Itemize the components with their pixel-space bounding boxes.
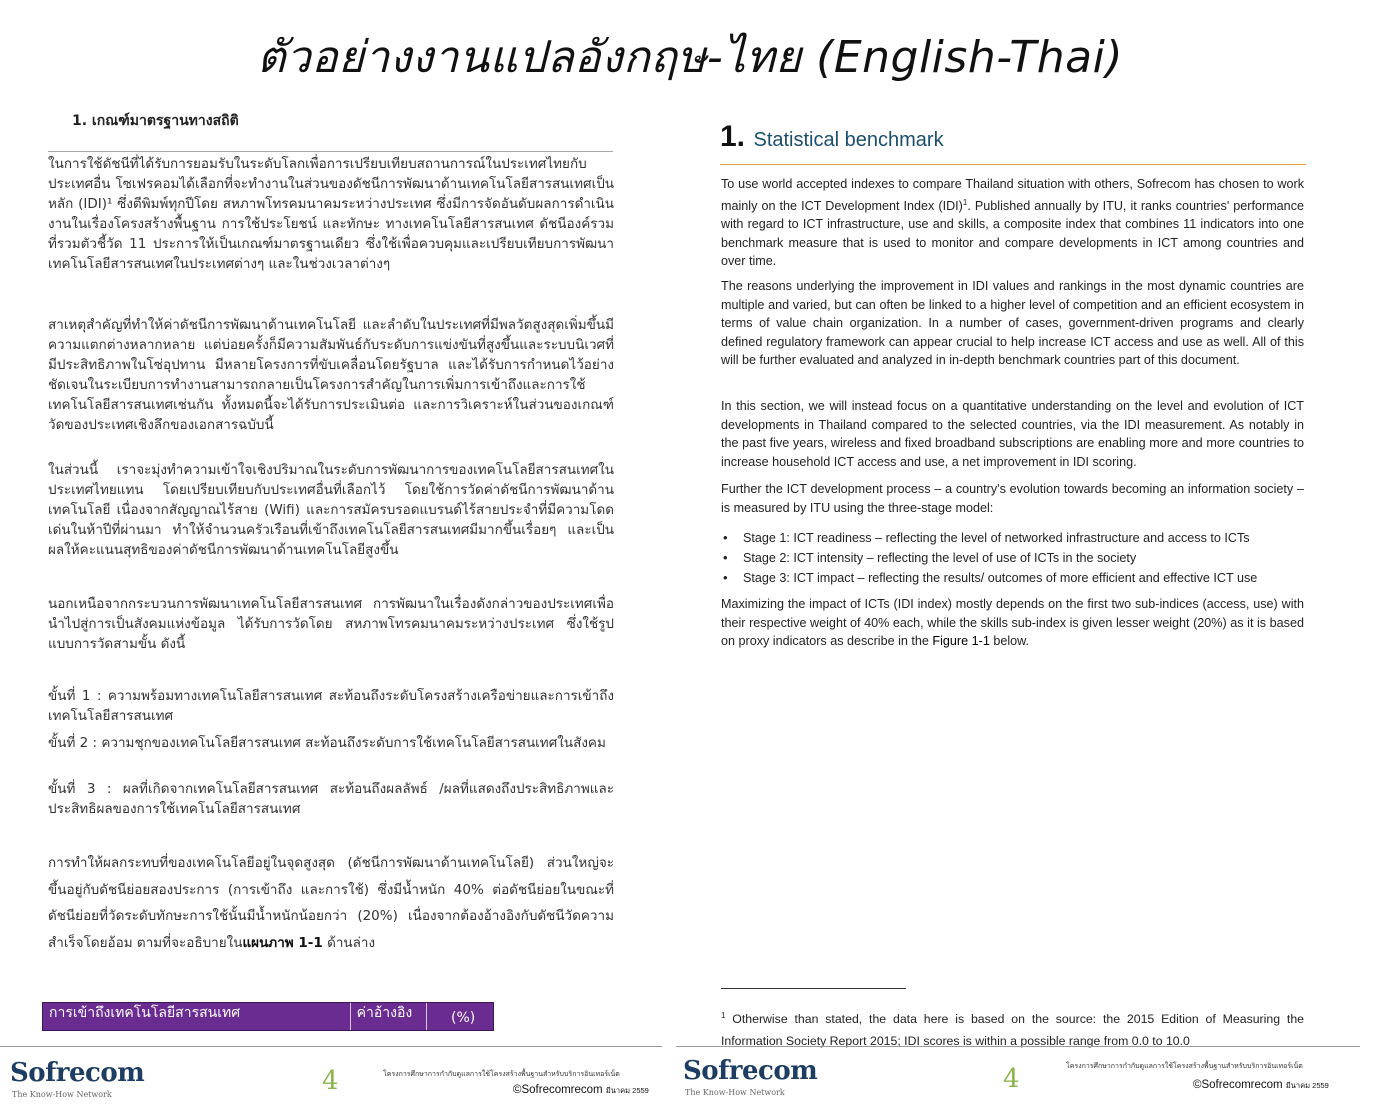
english-section-heading [720, 120, 944, 154]
english-paragraph-5 [721, 595, 1304, 651]
list-item: • Stage 2: ICT intensity – reflecting the level of use of ICTs in the society [721, 548, 1304, 568]
list-item: • Stage 1: ICT readiness – reflecting the level of networked infrastructure and access to ICTs [721, 528, 1304, 548]
footnote-text: Otherwise than stated, the data here is based on the source: the 2015 Edition of Measuring the Information Society Report 2015; IDI scores is within a possible range from 0.0 to 10.0 [721, 1012, 1304, 1049]
english-paragraph-4: Further the ICT development process – a country's evolution towards becoming an information society – is measured by ITU using the three-stage model: [721, 482, 1304, 515]
page-number: 4 [322, 1066, 339, 1096]
heading-number: 1. [720, 120, 746, 153]
copyright-text: ©Sofrecomrecom [1193, 1079, 1283, 1091]
english-paragraph-5-text: Maximizing the impact of ICTs (IDI index) mostly depends on the first two sub-indices (access, use) with their respective weight of 40% each, while the skills sub-index is given lesser weight (20%) as it is based on proxy indicators as describe in the [721, 597, 1304, 648]
list-item: • Stage 3: ICT impact – reflecting the results/ outcomes of more efficient and effective ICT use [721, 568, 1304, 588]
table-col-ict-access: การเข้าถึงเทคโนโลยีสารสนเทศ [43, 1003, 351, 1030]
footer-rule-right [676, 1046, 1360, 1047]
footnote-rule [721, 988, 906, 989]
logo-tagline: The Know-How Network [12, 1090, 112, 1099]
thai-paragraph-3: ในส่วนนี้ เราจะมุ่งทำความเข้าใจเชิงปริมาณในระดับการพัฒนาการของเทคโนโลยีสารสนเทศในประเทศไทยแทน โดยเปรียบเทียบกับประเทศอื่นที่เลือกไว้ โดยใช้การวัดค่าดัชนีการพัฒนาด้านเทคโนโลยี เนื่องจากสัญญาณไร้สาย (Wifi) และการสมัครบรอดแบรนด์ไร้สายประจำที่มีความโดดเด่นในห้าปีที่ผ่านมา ทำให้จำนวนครัวเรือนที่เข้าถึงเทคโนโลยีสารสนเทศมีมากขึ้นเรื่อยๆ และเป็นผลให้คะแนนสุทธิของค่าดัชนีการพัฒนาด้านเทคโนโลยีสูงขึ้น [48, 462, 614, 558]
english-heading-rule [720, 164, 1306, 165]
figure-link[interactable]: Figure 1-1 [932, 634, 990, 648]
english-paragraph-5-end: below. [989, 634, 1030, 648]
footer-date: มีนาคม 2559 [1285, 1081, 1329, 1090]
thai-section-heading: 1. เกณฑ์มาตรฐานทางสถิติ [72, 113, 239, 129]
table-col-percent: (%) [451, 1010, 476, 1026]
thai-table-header [42, 1002, 494, 1031]
thai-heading-rule [48, 151, 613, 152]
thai-paragraph-5-text: การทำให้ผลกระทบที่ของเทคโนโลยีอยู่ในจุดสูงสุด (ดัชนีการพัฒนาด้านเทคโนโลยี) ส่วนใหญ่จะขึ้นอยู่กับดัชนีย่อยสองประการ (การเข้าถึง และการใช้) ซึ่งมีน้ำหนัก 40% ต่อดัชนีย่อยในขณะที่ดัชนีย่อยที่วัดระดับทักษะการใช้นั้นมีน้ำหนักน้อยกว่า (20%) เนื่องจากต้องอ้างอิงกับดัชนีวัดความสำเร็จโดยอ้อม ตามที่จะอธิบายใน [48, 855, 614, 951]
thai-paragraph-2: สาเหตุสำคัญที่ทำให้ค่าดัชนีการพัฒนาด้านเทคโนโลยี และลำดับในประเทศที่มีพลวัตสูงสุดเพิ่มขึ้นมีความแตกต่างหลากหลาย แต่บ่อยครั้งก็มีความสัมพันธ์กับระดับการแข่งขันที่สูงขึ้นและระบบนิเวศที่มีประสิทธิภาพในโซ่อุปทาน มีหลายโครงการที่ขับเคลื่อนโดยรัฐบาล และได้รับการกำหนดไว้อย่างชัดเจนในระเบียบการทำงานสามารถกลายเป็นโครงการสำคัญในการเพิ่มการเข้าถึงและการใช้เทคโนโลยีสารสนเทศเช่นกัน ทั้งหมดนี้จะได้รับการประเมินต่อ และการวิเคราะห์ในส่วนของเกณฑ์วัดของประเทศเชิงลึกของเอกสารฉบับนี้ [48, 317, 614, 433]
page-number: 4 [1003, 1064, 1020, 1094]
english-paragraph-1b: . Published annually by ITU, it ranks countries' performance with regard to ICT infrastructure, use and skills, a composite index that combines 11 indicators into one benchmark measure that is used to monitor and compare developments in ICT among countries and over time. [721, 198, 1304, 269]
thai-paragraph-4: นอกเหนือจากกระบวนการพัฒนาเทคโนโลยีสารสนเทศ การพัฒนาในเรื่องดังกล่าวของประเทศเพื่อนำไปสู่การเป็นสังคมแห่งข้อมูล ได้รับการวัดโดย สหภาพโทรคมนาคมระหว่างประเทศ ซึ่งใช้รูปแบบการวัดสามขั้น ดังนี้ [48, 596, 614, 652]
project-title: โครงการศึกษาการกำกับดูแลการใช้โครงสร้างพื้นฐานสำหรับบริการอินเทอร์เน็ต [1066, 1062, 1303, 1070]
thai-paragraph-5 [48, 850, 614, 956]
stage-list [721, 528, 1304, 588]
thai-paragraph-1: ในการใช้ดัชนีที่ได้รับการยอมรับในระดับโลกเพื่อการเปรียบเทียบสถานการณ์ในประเทศไทยกับประเทศอื่น โซเฟรคอมได้เลือกที่จะทำงานในส่วนของดัชนีการพัฒนาด้านเทคโนโลยีสารสนเทศเป็นหลัก (IDI)¹ ซึ่งตีพิมพ์ทุกปีโดย สหภาพโทรคมนาคมระหว่างประเทศ ซึ่งมีการจัดอันดับผลการดำเนินงานในเรื่องโครงสร้างพื้นฐาน การใช้ประโยชน์ และทักษะ ทางเทคโนโลยีสารสนเทศ ดัชนีองค์รวมที่รวมตัวชี้วัด 11 ประการให้เป็นเกณฑ์มาตรฐานเดียว ซึ่งใช้เพื่อควบคุมและเปรียบเทียบการพัฒนาเทคโนโลยีสารสนเทศในประเทศต่างๆ และในช่วงเวลาต่างๆ [48, 156, 614, 272]
heading-text: Statistical benchmark [753, 129, 944, 151]
footer-rule-left [0, 1046, 662, 1047]
logo-tagline: The Know-How Network [685, 1088, 785, 1097]
english-paragraph-1a: To use world accepted indexes to compare Thailand situation with others, Sofrecom has chosen to work mainly on the ICT Development Index (IDI) [721, 177, 1304, 213]
english-paragraph-2: The reasons underlying the improvement in IDI values and rankings in the most dynamic countries are multiple and varied, but can often be linked to a higher level of competition and an efficient ecosystem in terms of value chain organization. In a number of cases, government-driven programs and clearly defined regulatory framework can appear crucial to help increase ICT access and use as well. All of this will be further evaluated and analyzed in in-depth benchmark countries part of this document. [721, 279, 1304, 367]
thai-figure-ref: แผนภาพ 1-1 [242, 934, 323, 951]
table-col-reference: ค่าอ้างอิง [351, 1003, 428, 1030]
copyright-text: ©Sofrecomrecom [513, 1084, 603, 1096]
footer-date: มีนาคม 2559 [605, 1086, 649, 1095]
english-paragraph-3: In this section, we will instead focus on a quantitative understanding on the level and evolution of ICT developments in Thailand compared to the selected countries, via the IDI measurement. As notably in the past five years, wireless and fixed broadband subscriptions are enabling more and more countries to increase household ICT access and use, a net improvement in IDI scoring. [721, 399, 1304, 469]
thai-step-1: ขั้นที่ 1 : ความพร้อมทางเทคโนโลยีสารสนเทศ สะท้อนถึงระดับโครงสร้างเครือข่ายและการเข้าถึงเทคโนโลยีสารสนเทศ [48, 688, 614, 724]
thai-paragraph-5-end: ด้านล่าง [322, 934, 376, 951]
sofrecom-logo: Sofrecom [10, 1058, 145, 1088]
thai-step-3: ขั้นที่ 3 : ผลที่เกิดจากเทคโนโลยีสารสนเทศ สะท้อนถึงผลลัพธ์ /ผลที่แสดงถึงประสิทธิภาพและประสิทธิผลของการใช้เทคโนโลยีสารสนเทศ [48, 781, 614, 817]
footnote-ref[interactable]: 1 [962, 197, 968, 207]
page-title: ตัวอย่างงานแปลอังกฤษ-ไทย (English-Thai) [256, 32, 1123, 83]
copyright [513, 1084, 649, 1097]
thai-step-2: ขั้นที่ 2 : ความชุกของเทคโนโลยีสารสนเทศ สะท้อนถึงระดับการใช้เทคโนโลยีสารสนเทศในสังคม [48, 735, 606, 751]
project-title: โครงการศึกษาการกำกับดูแลการใช้โครงสร้างพื้นฐานสำหรับบริการอินเทอร์เน็ต [383, 1070, 620, 1078]
footnote-number: 1 [721, 1011, 726, 1020]
sofrecom-logo: Sofrecom [683, 1056, 818, 1086]
english-paragraph-1 [721, 175, 1304, 271]
copyright [1193, 1079, 1329, 1092]
